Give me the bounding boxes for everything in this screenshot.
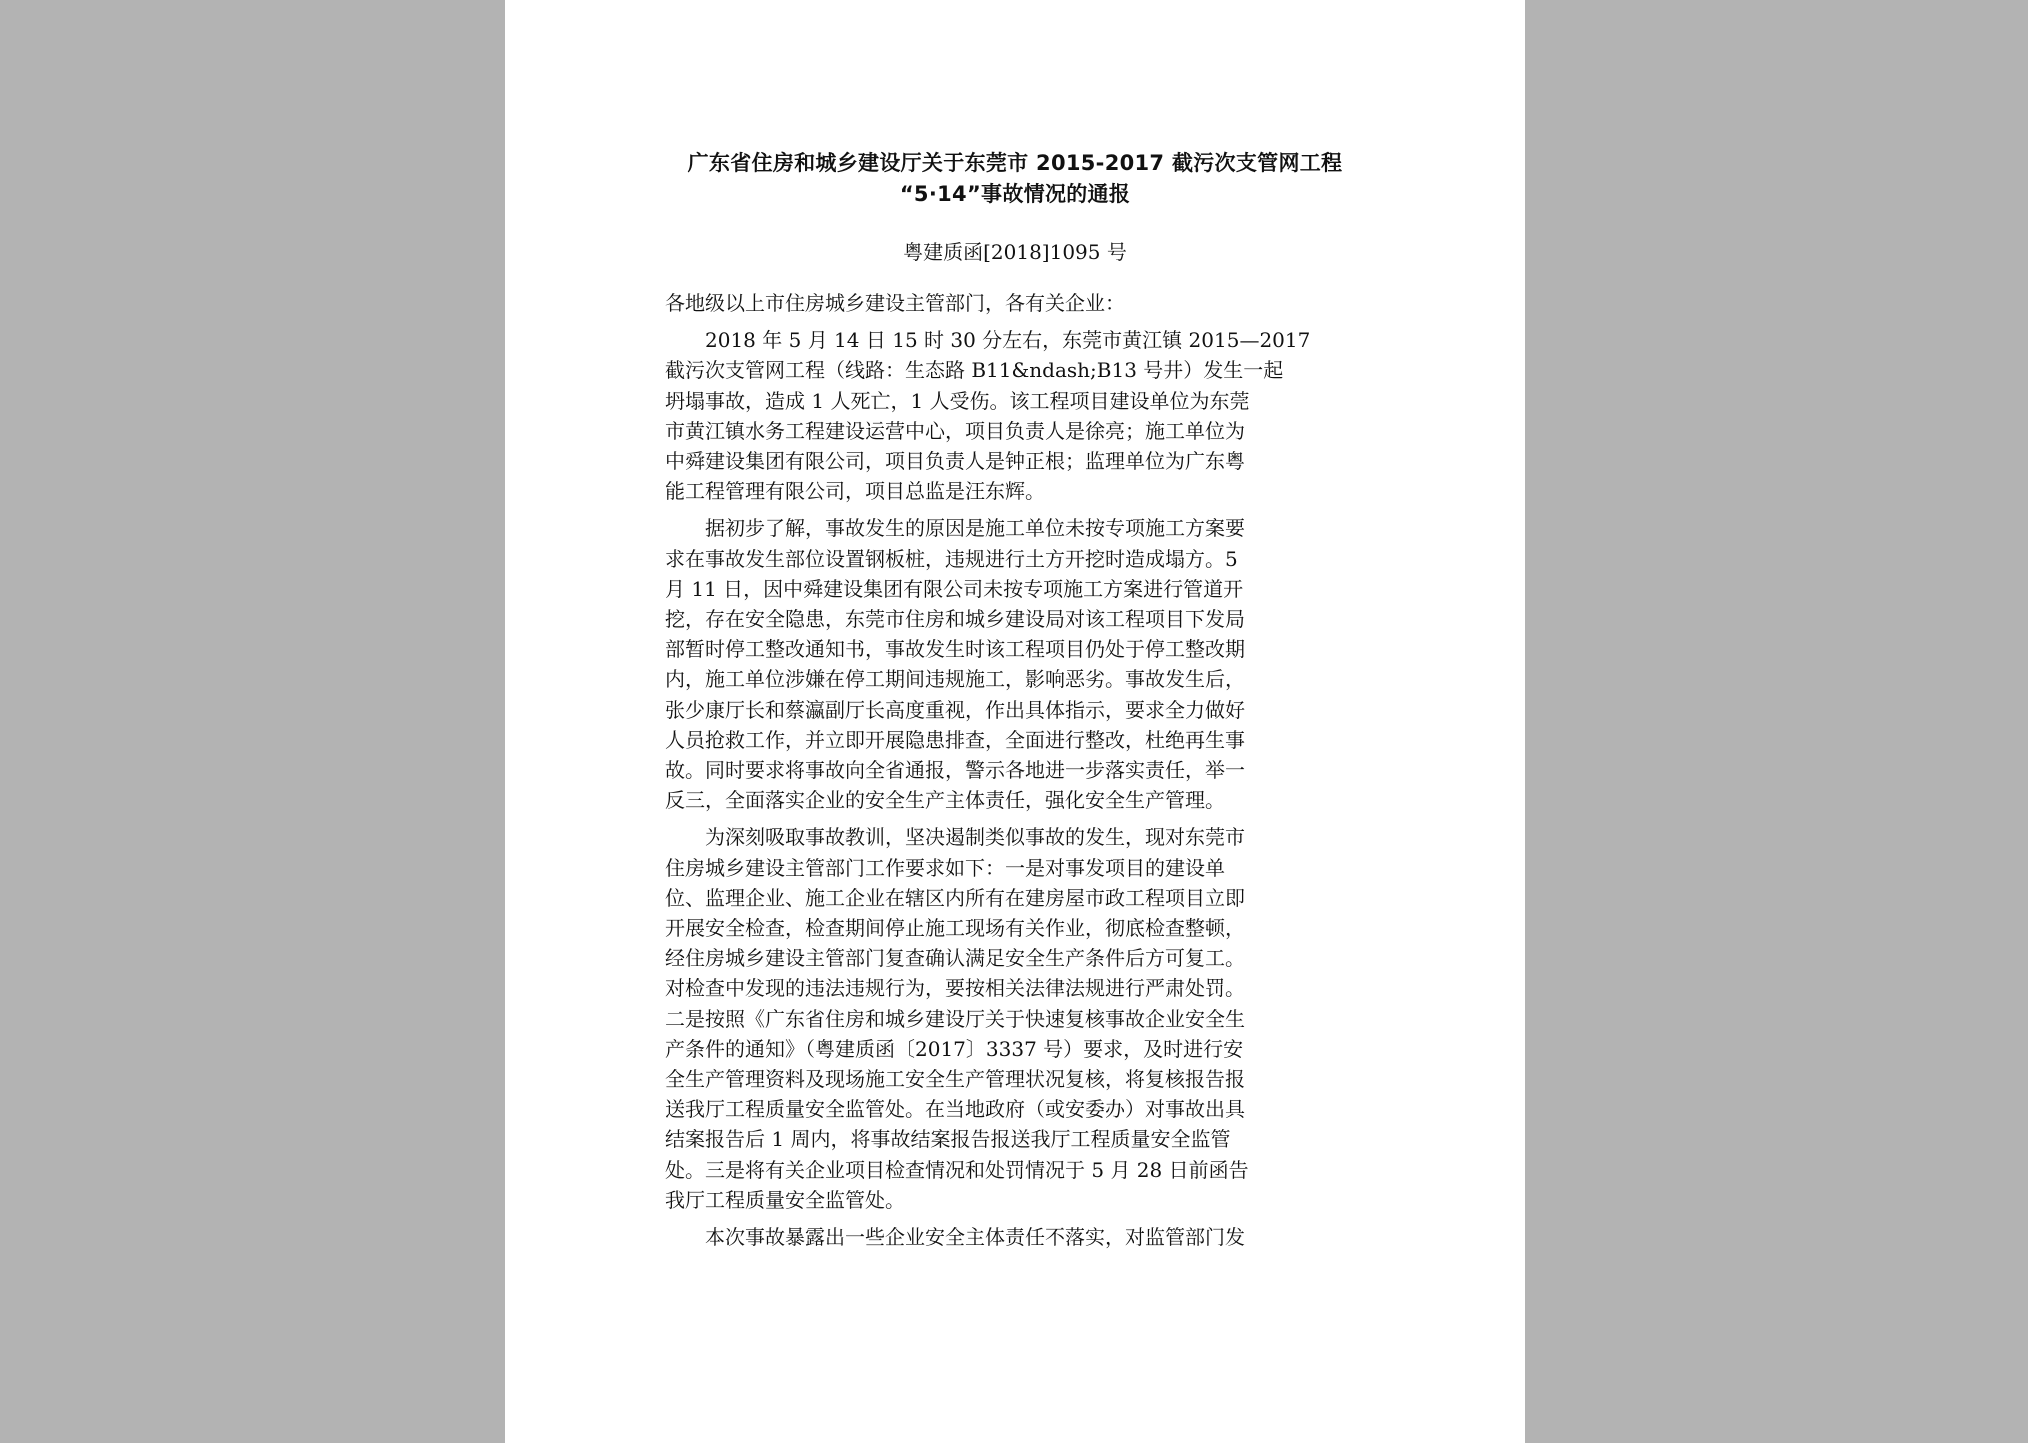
- paragraph-line: 开展安全检查，检查期间停止施工现场有关作业，彻底检查整顿，: [665, 916, 1245, 941]
- paragraph-line: 位、监理企业、施工企业在辖区内所有在建房屋市政工程项目立即: [665, 885, 1245, 910]
- paragraph-line: 市黄江镇水务工程建设运营中心，项目负责人是徐亮；施工单位为: [665, 418, 1245, 443]
- paragraph-line: 二是按照《广东省住房和城乡建设厅关于快速复核事故企业安全生: [665, 1006, 1245, 1031]
- paragraph-line: 能工程管理有限公司，项目总监是汪东辉。: [665, 479, 1045, 504]
- paragraph-line: 坍塌事故，造成 1 人死亡，1 人受伤。该工程项目建设单位为东莞: [665, 388, 1250, 413]
- paragraph-line: 据初步了解，事故发生的原因是施工单位未按专项施工方案要: [665, 516, 1245, 541]
- paragraph-line: 为深刻吸取事故教训，坚决遏制类似事故的发生，现对东莞市: [665, 825, 1245, 850]
- title-line: “5·14”事故情况的通报: [899, 182, 1131, 206]
- paragraph-line: 求在事故发生部位设置钢板桩，违规进行土方开挖时造成塌方。5: [665, 546, 1238, 571]
- paragraph-line: 内，施工单位涉嫌在停工期间违规施工，影响恶劣。事故发生后，: [665, 667, 1245, 692]
- paragraph-line: 产条件的通知》（粤建质函〔2017〕3337 号）要求，及时进行安: [665, 1036, 1244, 1061]
- paragraph-line: 挖，存在安全隐患，东莞市住房和城乡建设局对该工程项目下发局: [665, 607, 1245, 632]
- paragraph-line: 截污次支管网工程（线路：生态路 B11&ndash;B13 号井）发生一起: [665, 358, 1284, 383]
- paragraph-line: 部暂时停工整改通知书，事故发生时该工程项目仍处于停工整改期: [665, 637, 1245, 662]
- paragraph-line: 送我厅工程质量安全监管处。在当地政府（或安委办）对事故出具: [665, 1097, 1245, 1122]
- paragraph-line: 2018 年 5 月 14 日 15 时 30 分左右，东莞市黄江镇 2015—2017: [665, 328, 1311, 353]
- paragraph-line: 经住房城乡建设主管部门复查确认满足安全生产条件后方可复工。: [665, 946, 1245, 971]
- paragraph-line: 我厅工程质量安全监管处。: [665, 1187, 905, 1212]
- body-paragraph: [665, 1222, 1365, 1252]
- paragraph-line: 对检查中发现的违法违规行为，要按相关法律法规进行严肃处罚。: [665, 976, 1245, 1001]
- paragraph-line: 本次事故暴露出一些企业安全主体责任不落实，对监管部门发: [665, 1225, 1245, 1250]
- body-paragraph: [665, 822, 1365, 1215]
- document-title: [505, 148, 1525, 210]
- paragraph-line: 故。同时要求将事故向全省通报，警示各地进一步落实责任，举一: [665, 758, 1245, 783]
- body-paragraph: [665, 513, 1365, 815]
- paragraph-line: 住房城乡建设主管部门工作要求如下：一是对事发项目的建设单: [665, 855, 1225, 880]
- body-paragraph: [665, 325, 1365, 506]
- paragraph-line: 反三，全面落实企业的安全生产主体责任，强化安全生产管理。: [665, 788, 1225, 813]
- document-body: [665, 288, 1365, 1259]
- paragraph-line: 月 11 日，因中舜建设集团有限公司未按专项施工方案进行管道开: [665, 576, 1244, 601]
- salutation: 各地级以上市住房城乡建设主管部门，各有关企业：: [665, 291, 1125, 315]
- document-number: 粤建质函[2018]1095 号: [903, 240, 1127, 264]
- document-page: [505, 0, 1525, 1443]
- title-line: 广东省住房和城乡建设厅关于东莞市 2015-2017 截污次支管网工程: [687, 151, 1343, 175]
- paragraph-line: 人员抢救工作，并立即开展隐患排查，全面进行整改，杜绝再生事: [665, 727, 1245, 752]
- paragraph-line: 张少康厅长和蔡瀛副厅长高度重视，作出具体指示，要求全力做好: [665, 697, 1245, 722]
- paragraph-line: 全生产管理资料及现场施工安全生产管理状况复核，将复核报告报: [665, 1067, 1245, 1092]
- paragraph-line: 结案报告后 1 周内，将事故结案报告报送我厅工程质量安全监管: [665, 1127, 1231, 1152]
- paragraph-line: 中舜建设集团有限公司，项目负责人是钟正根；监理单位为广东粤: [665, 449, 1245, 474]
- paragraph-line: 处。三是将有关企业项目检查情况和处罚情况于 5 月 28 日前函告: [665, 1157, 1249, 1182]
